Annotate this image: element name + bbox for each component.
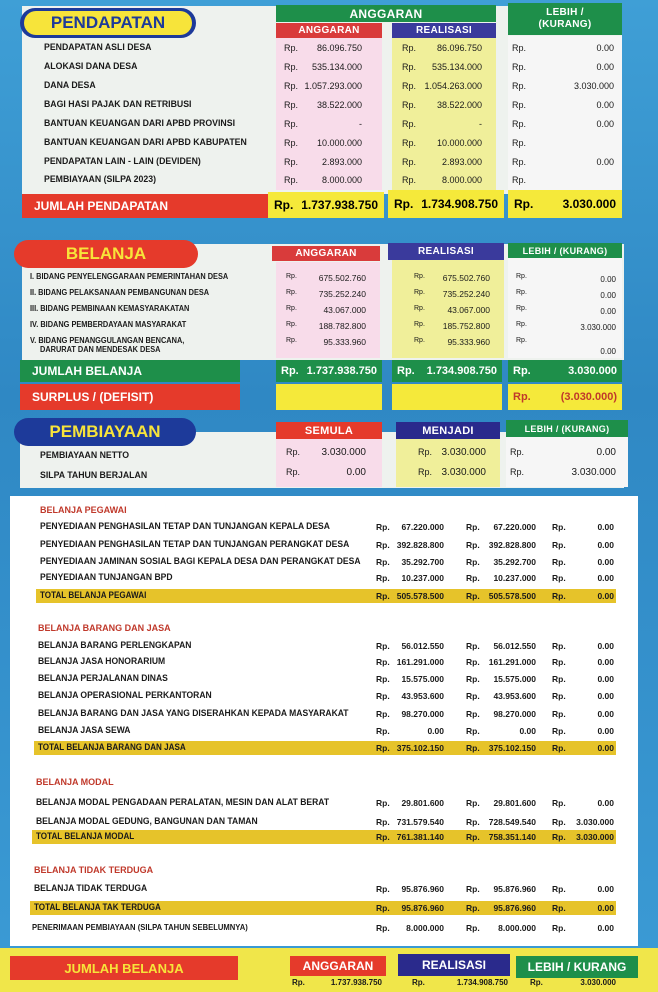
pembiayaan-row-menjadi: 3.030.000 (441, 467, 486, 478)
pendapatan-row-realisasi: 8.000.000 (441, 175, 482, 185)
rp: Rp. (466, 522, 480, 532)
value: 3.030.000 (562, 197, 616, 211)
pendapatan-row-lebih: 3.030.000 (573, 81, 614, 91)
rp: Rp. (286, 273, 297, 280)
belanja-row-lebih: 0.00 (600, 291, 616, 300)
rp: Rp. (284, 100, 299, 110)
rp: Rp. (512, 175, 527, 185)
pendapatan-row-realisasi: 1.054.263.000 (424, 81, 482, 91)
detail-anggaran: 8.000.000 (406, 923, 444, 933)
rp: Rp. (286, 289, 297, 296)
rp: Rp. (466, 709, 480, 719)
detail-anggaran: 15.575.000 (401, 674, 444, 684)
rp: Rp. (397, 365, 415, 377)
pendapatan-row-label: PENDAPATAN ASLI DESA (44, 42, 152, 53)
pembiayaan-row-semula: 0.00 (346, 467, 366, 478)
detail-realisasi: 15.575.000 (493, 674, 536, 684)
pendapatan-row-label: BAGI HASI PAJAK DAN RETRIBUSI (44, 99, 192, 110)
rp: Rp. (402, 119, 417, 129)
detail-section-title: BELANJA TIDAK TERDUGA (34, 865, 154, 875)
rp: Rp. (512, 100, 527, 110)
pembiayaan-col-lebih: LEBIH / (KURANG) (506, 420, 628, 437)
rp: Rp. (552, 573, 566, 583)
rp: Rp. (516, 321, 527, 328)
rp: Rp. (376, 709, 390, 719)
rp: Rp. (516, 289, 527, 296)
rp: Rp. (376, 743, 390, 753)
detail-total-label: TOTAL BELANJA TAK TERDUGA (34, 902, 161, 912)
pembiayaan-lebih-bg (506, 437, 628, 487)
detail-realisasi: 505.578.500 (488, 591, 536, 601)
rp: Rp. (512, 138, 527, 148)
detail-row-label: BELANJA BARANG PERLENGKAPAN (38, 640, 192, 651)
belanja-row-anggaran: 43.067.000 (323, 305, 366, 315)
rp: Rp. (414, 337, 425, 344)
belanja-row-label: IV. BIDANG PEMBERDAYAAN MASYARAKAT (30, 320, 187, 329)
value: 1.737.938.750 (301, 198, 378, 212)
rp: Rp. (376, 540, 390, 550)
rp: Rp. (376, 657, 390, 667)
pendapatan-row-anggaran: 2.893.000 (321, 157, 362, 167)
rp: Rp. (552, 591, 566, 601)
detail-realisasi: 375.102.150 (488, 743, 536, 753)
pendapatan-title: PENDAPATAN (24, 11, 192, 35)
bottom-jumlah-belanja: JUMLAH BELANJA (10, 956, 238, 980)
pendapatan-row-anggaran: 86.096.750 (316, 43, 362, 53)
pembiayaan-title: PEMBIAYAAN (14, 418, 196, 446)
col-lebih-line1: LEBIH / (546, 7, 584, 18)
belanja-row-anggaran: 735.252.240 (318, 289, 366, 299)
rp: Rp. (512, 157, 527, 167)
rp: Rp. (376, 591, 390, 601)
rp: Rp. (284, 138, 299, 148)
bottom-lebih-header: LEBIH / KURANG (516, 956, 638, 978)
pendapatan-row-anggaran: 1.057.293.000 (304, 81, 362, 91)
rp: Rp. (376, 884, 390, 894)
rp: Rp. (552, 903, 566, 913)
detail-row-label: BELANJA PERJALANAN DINAS (38, 673, 168, 684)
detail-lebih: 0.00 (597, 743, 614, 753)
detail-realisasi: 0.00 (519, 726, 536, 736)
detail-lebih: 0.00 (597, 674, 614, 684)
value: 1.734.908.750 (421, 197, 498, 211)
detail-realisasi: 35.292.700 (493, 557, 536, 567)
anggaran-group-header: ANGGARAN (276, 5, 496, 22)
jumlah-pendapatan-label: JUMLAH PENDAPATAN (22, 194, 268, 218)
col-anggaran-header: ANGGARAN (276, 23, 382, 38)
rp: Rp. (516, 273, 527, 280)
pendapatan-row-anggaran: - (359, 119, 362, 129)
rp: Rp. (552, 657, 566, 667)
rp: Rp. (466, 743, 480, 753)
rp: Rp. (552, 923, 566, 933)
rp: Rp. (466, 798, 480, 808)
rp: Rp. (418, 447, 433, 457)
rp: Rp. (292, 978, 305, 987)
bottom-realisasi-value (412, 978, 508, 990)
detail-anggaran: 731.579.540 (396, 817, 444, 827)
rp: Rp. (552, 691, 566, 701)
detail-lebih: 0.00 (597, 641, 614, 651)
detail-realisasi: 758.351.140 (488, 832, 536, 842)
rp: Rp. (402, 81, 417, 91)
pendapatan-row-label: PEMBIAYAAN (SILPA 2023) (44, 174, 157, 185)
pembiayaan-col-semula: SEMULA (276, 422, 382, 439)
pendapatan-row-lebih: 0.00 (596, 62, 614, 72)
rp: Rp. (466, 540, 480, 550)
rp: Rp. (512, 81, 527, 91)
jumlah-belanja-lebih (508, 360, 622, 382)
belanja-title: BELANJA (14, 240, 198, 268)
pembiayaan-row-label: SILPA TAHUN BERJALAN (40, 470, 148, 481)
detail-anggaran: 161.291.000 (396, 657, 444, 667)
detail-lebih: 0.00 (597, 884, 614, 894)
bottom-realisasi-header: REALISASI (398, 954, 510, 976)
detail-row-label: PENYEDIAAN TUNJANGAN BPD (40, 572, 173, 583)
rp: Rp. (466, 691, 480, 701)
belanja-row-lebih: 0.00 (600, 347, 616, 356)
jumlah-pendapatan-anggaran (268, 192, 384, 218)
detail-lebih: 0.00 (597, 573, 614, 583)
rp: Rp. (466, 726, 480, 736)
detail-lebih: 0.00 (597, 903, 614, 913)
rp: Rp. (286, 337, 297, 344)
detail-lebih: 0.00 (597, 522, 614, 532)
rp: Rp. (516, 305, 527, 312)
detail-row-label: PENYEDIAAN PENGHASILAN TETAP DAN TUNJANGAN PERANGKAT DESA (40, 539, 350, 550)
rp: Rp. (552, 884, 566, 894)
rp: Rp. (513, 365, 531, 377)
value: 1.737.938.750 (306, 365, 377, 377)
belanja-row-label: II. BIDANG PELAKSANAAN PEMBANGUNAN DESA (30, 288, 210, 297)
rp: Rp. (466, 557, 480, 567)
rp: Rp. (281, 365, 299, 377)
rp: Rp. (376, 832, 390, 842)
detail-total-label: TOTAL BELANJA BARANG DAN JASA (38, 742, 186, 752)
rp: Rp. (274, 198, 294, 212)
anggaran-column-bg (276, 38, 382, 190)
detail-anggaran: 10.237.000 (401, 573, 444, 583)
surplus-anggaran-cell (276, 384, 382, 410)
belanja-row-realisasi: 675.502.760 (442, 273, 490, 283)
rp: Rp. (284, 119, 299, 129)
rp: Rp. (284, 175, 299, 185)
pembiayaan-row-semula: 3.030.000 (321, 447, 366, 458)
pendapatan-row-lebih: 0.00 (596, 157, 614, 167)
detail-row-label: BELANJA MODAL GEDUNG, BANGUNAN DAN TAMAN (36, 816, 258, 827)
detail-lebih: 0.00 (597, 591, 614, 601)
detail-row-label: BELANJA BARANG DAN JASA YANG DISERAHKAN KEPADA MASYARAKAT (38, 708, 349, 719)
pendapatan-row-label: ALOKASI DANA DESA (44, 61, 138, 72)
belanja-row-lebih: 0.00 (600, 275, 616, 284)
jumlah-belanja-anggaran (276, 360, 382, 382)
detail-realisasi: 95.876.960 (493, 884, 536, 894)
surplus-lebih (508, 384, 622, 410)
detail-anggaran: 505.578.500 (396, 591, 444, 601)
value: 1.737.938.750 (330, 978, 382, 987)
rp: Rp. (513, 391, 531, 403)
rp: Rp. (412, 978, 425, 987)
rp: Rp. (516, 337, 527, 344)
belanja-row-label: III. BIDANG PEMBINAAN KEMASYARAKATAN (30, 304, 190, 313)
rp: Rp. (466, 923, 480, 933)
bottom-anggaran-value (292, 978, 382, 990)
detail-realisasi: 161.291.000 (488, 657, 536, 667)
rp: Rp. (376, 726, 390, 736)
rp: Rp. (414, 305, 425, 312)
rp: Rp. (552, 641, 566, 651)
rp: Rp. (466, 832, 480, 842)
pembiayaan-col-menjadi: MENJADI (396, 422, 500, 439)
detail-extra-label: PENERIMAAN PEMBIAYAAN (SILPA TAHUN SEBELUMNYA) (32, 922, 248, 932)
belanja-row-label: I. BIDANG PENYELENGGARAAN PEMERINTAHAN DESA (30, 272, 229, 281)
pendapatan-row-lebih: 0.00 (596, 100, 614, 110)
detail-anggaran: 761.381.140 (396, 832, 444, 842)
rp: Rp. (466, 884, 480, 894)
rp: Rp. (286, 321, 297, 328)
detail-row-label: BELANJA MODAL PENGADAAN PERALATAN, MESIN DAN ALAT BERAT (36, 797, 330, 808)
detail-row-label: PENYEDIAAN PENGHASILAN TETAP DAN TUNJANGAN KEPALA DESA (40, 521, 330, 532)
rp: Rp. (552, 798, 566, 808)
rp: Rp. (376, 817, 390, 827)
value: 3.030.000 (568, 365, 617, 377)
detail-anggaran: 0.00 (427, 726, 444, 736)
belanja-col-anggaran: ANGGARAN (272, 246, 380, 261)
belanja-col-lebih: LEBIH / (KURANG) (508, 243, 622, 258)
detail-section-title: BELANJA MODAL (36, 777, 114, 787)
pendapatan-row-realisasi: - (479, 119, 482, 129)
rp: Rp. (376, 573, 390, 583)
rp: Rp. (510, 467, 525, 477)
pendapatan-title-pill (20, 8, 196, 38)
detail-lebih: 0.00 (597, 540, 614, 550)
realisasi-column-bg (392, 38, 496, 190)
pendapatan-row-anggaran: 38.522.000 (316, 100, 362, 110)
detail-lebih: 3.030.000 (576, 832, 614, 842)
rp: Rp. (512, 119, 527, 129)
belanja-row-realisasi: 735.252.240 (442, 289, 490, 299)
pembiayaan-row-lebih: 3.030.000 (571, 467, 616, 478)
jumlah-belanja-realisasi (392, 360, 502, 382)
pendapatan-row-lebih: 0.00 (596, 43, 614, 53)
rp: Rp. (284, 157, 299, 167)
pembiayaan-row-label: PEMBIAYAAN NETTO (40, 450, 130, 461)
belanja-row-realisasi: 43.067.000 (447, 305, 490, 315)
rp: Rp. (466, 817, 480, 827)
detail-lebih: 0.00 (597, 691, 614, 701)
rp: Rp. (552, 540, 566, 550)
rp: Rp. (466, 573, 480, 583)
belanja-row-realisasi: 185.752.800 (442, 321, 490, 331)
rp: Rp. (286, 305, 297, 312)
detail-anggaran: 375.102.150 (396, 743, 444, 753)
rp: Rp. (466, 903, 480, 913)
detail-realisasi: 392.828.800 (488, 540, 536, 550)
rp: Rp. (552, 817, 566, 827)
rp: Rp. (376, 923, 390, 933)
rp: Rp. (512, 62, 527, 72)
detail-lebih: 0.00 (597, 923, 614, 933)
belanja-row-anggaran: 95.333.960 (323, 337, 366, 347)
detail-anggaran: 95.876.960 (401, 903, 444, 913)
detail-lebih: 0.00 (597, 709, 614, 719)
detail-anggaran: 35.292.700 (401, 557, 444, 567)
value: 1.734.908.750 (426, 365, 497, 377)
detail-lebih: 3.030.000 (576, 817, 614, 827)
bottom-lebih-value (530, 978, 616, 990)
rp: Rp. (402, 100, 417, 110)
rp: Rp. (552, 674, 566, 684)
detail-lebih: 0.00 (597, 726, 614, 736)
rp: Rp. (466, 591, 480, 601)
rp: Rp. (394, 197, 414, 211)
jumlah-pendapatan-lebih (508, 190, 622, 218)
detail-realisasi: 29.801.600 (493, 798, 536, 808)
rp: Rp. (402, 157, 417, 167)
detail-anggaran: 29.801.600 (401, 798, 444, 808)
pendapatan-row-realisasi: 2.893.000 (441, 157, 482, 167)
rp: Rp. (514, 197, 534, 211)
belanja-row-anggaran: 188.782.800 (318, 321, 366, 331)
belanja-row-realisasi: 95.333.960 (447, 337, 490, 347)
detail-realisasi: 56.012.550 (493, 641, 536, 651)
detail-anggaran: 95.876.960 (401, 884, 444, 894)
detail-row-label: BELANJA JASA SEWA (38, 725, 131, 736)
pembiayaan-row-menjadi: 3.030.000 (441, 447, 486, 458)
rp: Rp. (376, 641, 390, 651)
pendapatan-row-anggaran: 10.000.000 (316, 138, 362, 148)
col-lebih-header (508, 3, 622, 35)
detail-anggaran: 56.012.550 (401, 641, 444, 651)
pendapatan-row-anggaran: 535.134.000 (311, 62, 362, 72)
rp: Rp. (414, 273, 425, 280)
detail-total-label: TOTAL BELANJA MODAL (36, 831, 135, 841)
detail-realisasi: 43.953.600 (493, 691, 536, 701)
rp: Rp. (466, 674, 480, 684)
pendapatan-row-realisasi: 535.134.000 (431, 62, 482, 72)
surplus-realisasi-cell (392, 384, 502, 410)
belanja-row-lebih: 3.030.000 (580, 323, 616, 332)
rp: Rp. (530, 978, 543, 987)
rp: Rp. (284, 62, 299, 72)
detail-row-label: BELANJA JASA HONORARIUM (38, 656, 166, 667)
col-lebih-line2: (KURANG) (538, 19, 592, 30)
pendapatan-row-realisasi: 10.000.000 (436, 138, 482, 148)
rp: Rp. (414, 321, 425, 328)
rp: Rp. (552, 557, 566, 567)
detail-section-title: BELANJA BARANG DAN JASA (38, 623, 171, 633)
rp: Rp. (466, 641, 480, 651)
rp: Rp. (286, 467, 301, 477)
rp: Rp. (284, 43, 299, 53)
belanja-row-label: V. BIDANG PENANGGULANGAN BENCANA, (30, 336, 185, 345)
rp: Rp. (376, 522, 390, 532)
rp: Rp. (284, 81, 299, 91)
detail-total-label: TOTAL BELANJA PEGAWAI (40, 590, 147, 600)
rp: Rp. (402, 62, 417, 72)
detail-anggaran: 43.953.600 (401, 691, 444, 701)
detail-section-title: BELANJA PEGAWAI (40, 505, 127, 515)
belanja-col-realisasi: REALISASI (388, 243, 504, 260)
detail-realisasi: 728.549.540 (488, 817, 536, 827)
rp: Rp. (552, 522, 566, 532)
value: 3.030.000 (580, 978, 616, 987)
pendapatan-row-realisasi: 38.522.000 (436, 100, 482, 110)
pendapatan-row-label: BANTUAN KEUANGAN DARI APBD PROVINSI (44, 118, 236, 129)
detail-anggaran: 392.828.800 (396, 540, 444, 550)
rp: Rp. (418, 467, 433, 477)
rp: Rp. (512, 43, 527, 53)
detail-realisasi: 98.270.000 (493, 709, 536, 719)
rp: Rp. (402, 43, 417, 53)
col-realisasi-header: REALISASI (392, 23, 496, 38)
rp: Rp. (552, 832, 566, 842)
rp: Rp. (376, 674, 390, 684)
pendapatan-row-label: BANTUAN KEUANGAN DARI APBD KABUPATEN (44, 137, 247, 148)
jumlah-pendapatan-realisasi (388, 190, 504, 218)
rp: Rp. (552, 709, 566, 719)
belanja-row-lebih: 0.00 (600, 307, 616, 316)
rp: Rp. (510, 447, 525, 457)
rp: Rp. (376, 798, 390, 808)
detail-realisasi: 8.000.000 (498, 923, 536, 933)
rp: Rp. (552, 726, 566, 736)
pendapatan-row-anggaran: 8.000.000 (321, 175, 362, 185)
detail-row-label: PENYEDIAAN JAMINAN SOSIAL BAGI KEPALA DESA DAN PERANGKAT DESA (40, 556, 361, 567)
rp: Rp. (402, 175, 417, 185)
rp: Rp. (466, 657, 480, 667)
jumlah-belanja-label: JUMLAH BELANJA (20, 360, 240, 382)
rp: Rp. (376, 557, 390, 567)
detail-realisasi: 10.237.000 (493, 573, 536, 583)
value: 1.734.908.750 (456, 978, 508, 987)
pendapatan-row-label: PENDAPATAN LAIN - LAIN (DEVIDEN) (44, 156, 201, 167)
belanja-row-label-2: DARURAT DAN MENDESAK DESA (40, 345, 161, 354)
rp: Rp. (376, 691, 390, 701)
rp: Rp. (414, 289, 425, 296)
detail-row-label: BELANJA OPERASIONAL PERKANTORAN (38, 690, 212, 701)
rp: Rp. (376, 903, 390, 913)
rp: Rp. (552, 743, 566, 753)
surplus-label: SURPLUS / (DEFISIT) (20, 384, 240, 410)
detail-lebih: 0.00 (597, 798, 614, 808)
pendapatan-row-lebih: 0.00 (596, 119, 614, 129)
rp: Rp. (402, 138, 417, 148)
pendapatan-row-realisasi: 86.096.750 (436, 43, 482, 53)
bottom-anggaran-header: ANGGARAN (290, 956, 386, 976)
detail-anggaran: 98.270.000 (401, 709, 444, 719)
detail-realisasi: 67.220.000 (493, 522, 536, 532)
pembiayaan-row-lebih: 0.00 (596, 447, 616, 458)
detail-lebih: 0.00 (597, 657, 614, 667)
detail-realisasi: 95.876.960 (493, 903, 536, 913)
detail-anggaran: 67.220.000 (401, 522, 444, 532)
belanja-row-anggaran: 675.502.760 (318, 273, 366, 283)
detail-row-label: BELANJA TIDAK TERDUGA (34, 883, 148, 894)
pendapatan-row-label: DANA DESA (44, 80, 96, 91)
value: (3.030.000) (560, 391, 617, 403)
detail-lebih: 0.00 (597, 557, 614, 567)
rp: Rp. (286, 447, 301, 457)
